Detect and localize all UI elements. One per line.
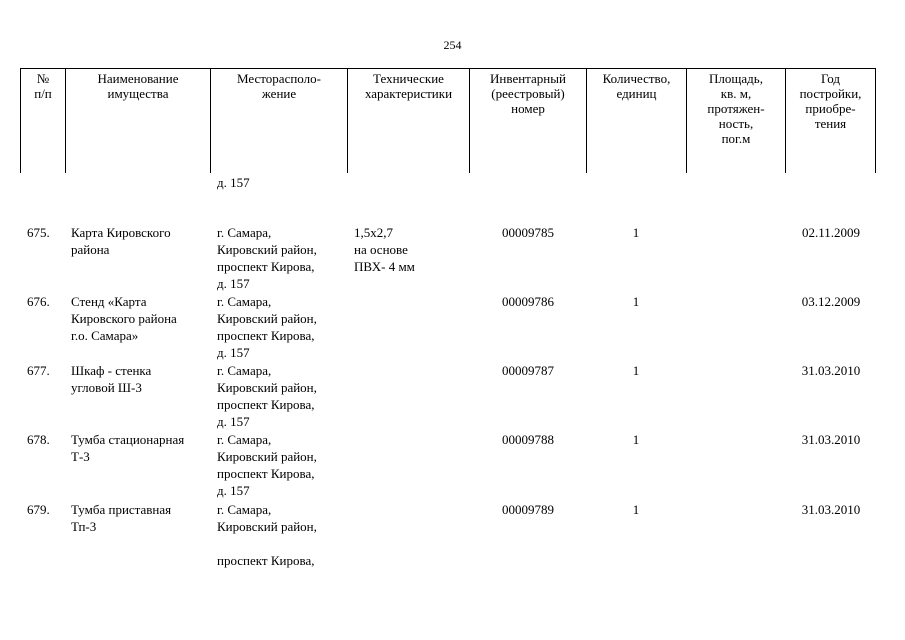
text-line: проспект Кирова, [217,397,315,412]
header-year [786,69,876,174]
row-quantity: 1 [632,432,640,447]
text-line: Технические [373,71,444,86]
header-location [211,69,348,174]
text-line: ность, [718,116,754,131]
text-line: 1,5х2,7 [354,225,393,240]
text-line: проспект Кирова, [217,328,315,343]
row-name [71,362,151,396]
row-quantity: 1 [632,502,640,517]
row-number: 677. [27,363,50,378]
text-line: Количество, [602,71,671,86]
text-line: Тп-3 [71,519,97,534]
text-line: приобре- [805,101,856,116]
text-line: д. 157 [217,276,250,291]
text-line: жение [261,86,297,101]
text-line: Тумба стационарная [71,432,185,447]
text-line: проспект Кирова, [217,553,315,568]
text-line: кв. м, [720,86,752,101]
row-inventory: 00009787 [502,363,554,378]
text-line: угловой Ш-3 [71,380,142,395]
text-line: п/п [34,86,52,101]
table-header [20,68,876,173]
text-line: (реестровый) [491,86,565,101]
text-line: единиц [616,86,657,101]
text-line [217,535,317,552]
header-tech [348,69,470,174]
header-name [66,69,211,174]
continuation-text: д. 157 [217,175,250,190]
text-line: постройки, [799,86,862,101]
text-line: д. 157 [217,345,250,360]
text-line: Год [820,71,841,86]
text-line: Тумба приставная [71,502,172,517]
row-location [217,501,317,569]
text-line: Месторасполо- [237,71,321,86]
text-line: Кировский район, [217,449,317,464]
row-year: 31.03.2010 [801,502,861,517]
row-location [217,224,317,292]
text-line: проспект Кирова, [217,259,315,274]
page-number: 254 [443,38,462,52]
text-line: г. Самара, [217,225,272,240]
row-name [71,431,184,465]
text-line: характеристики [364,86,453,101]
row-year: 03.12.2009 [801,294,861,309]
row-quantity: 1 [632,363,640,378]
text-line: Инвентарный [490,71,566,86]
row-inventory: 00009789 [502,502,554,517]
text-line: номер [511,101,545,116]
text-line: № [36,71,50,86]
row-year: 31.03.2010 [801,363,861,378]
row-year: 31.03.2010 [801,432,861,447]
header-quantity [587,69,687,174]
row-tech [354,224,415,275]
text-line: Карта Кировского [71,225,171,240]
row-number: 676. [27,294,50,309]
row-location [217,362,317,430]
row-year: 02.11.2009 [801,225,861,240]
text-line: Наименование [97,71,179,86]
text-line: протяжен- [707,101,765,116]
text-line: г.о. Самара» [71,328,139,343]
row-name [71,224,171,258]
text-line: Кировский район, [217,519,317,534]
text-line: д. 157 [217,483,250,498]
header-area [687,69,786,174]
text-line: д. 157 [217,414,250,429]
text-line: Стенд «Карта [71,294,147,309]
row-quantity: 1 [632,225,640,240]
text-line: Кировский район, [217,311,317,326]
text-line: Кировский район, [217,380,317,395]
row-location [217,431,317,499]
row-inventory: 00009786 [502,294,554,309]
row-quantity: 1 [632,294,640,309]
row-inventory: 00009785 [502,225,554,240]
text-line: г. Самара, [217,502,272,517]
header-num [21,69,66,174]
text-line: имущества [107,86,169,101]
row-number: 675. [27,225,50,240]
row-name [71,501,171,535]
text-line: г. Самара, [217,294,272,309]
text-line: пог.м [721,131,751,146]
text-line: проспект Кирова, [217,466,315,481]
text-line: Шкаф - стенка [71,363,152,378]
row-inventory: 00009788 [502,432,554,447]
text-line: г. Самара, [217,432,272,447]
text-line: Кировский район, [217,242,317,257]
text-line: г. Самара, [217,363,272,378]
row-number: 679. [27,502,50,517]
text-line: Площадь, [709,71,763,86]
header-inventory [470,69,587,174]
text-line: района [71,242,110,257]
row-location [217,293,317,361]
row-name [71,293,177,344]
row-number: 678. [27,432,50,447]
text-line: на основе [354,242,408,257]
text-line: тения [814,116,847,131]
text-line: ПВХ- 4 мм [354,259,415,274]
text-line: Т-3 [71,449,90,464]
text-line: Кировского района [71,311,177,326]
